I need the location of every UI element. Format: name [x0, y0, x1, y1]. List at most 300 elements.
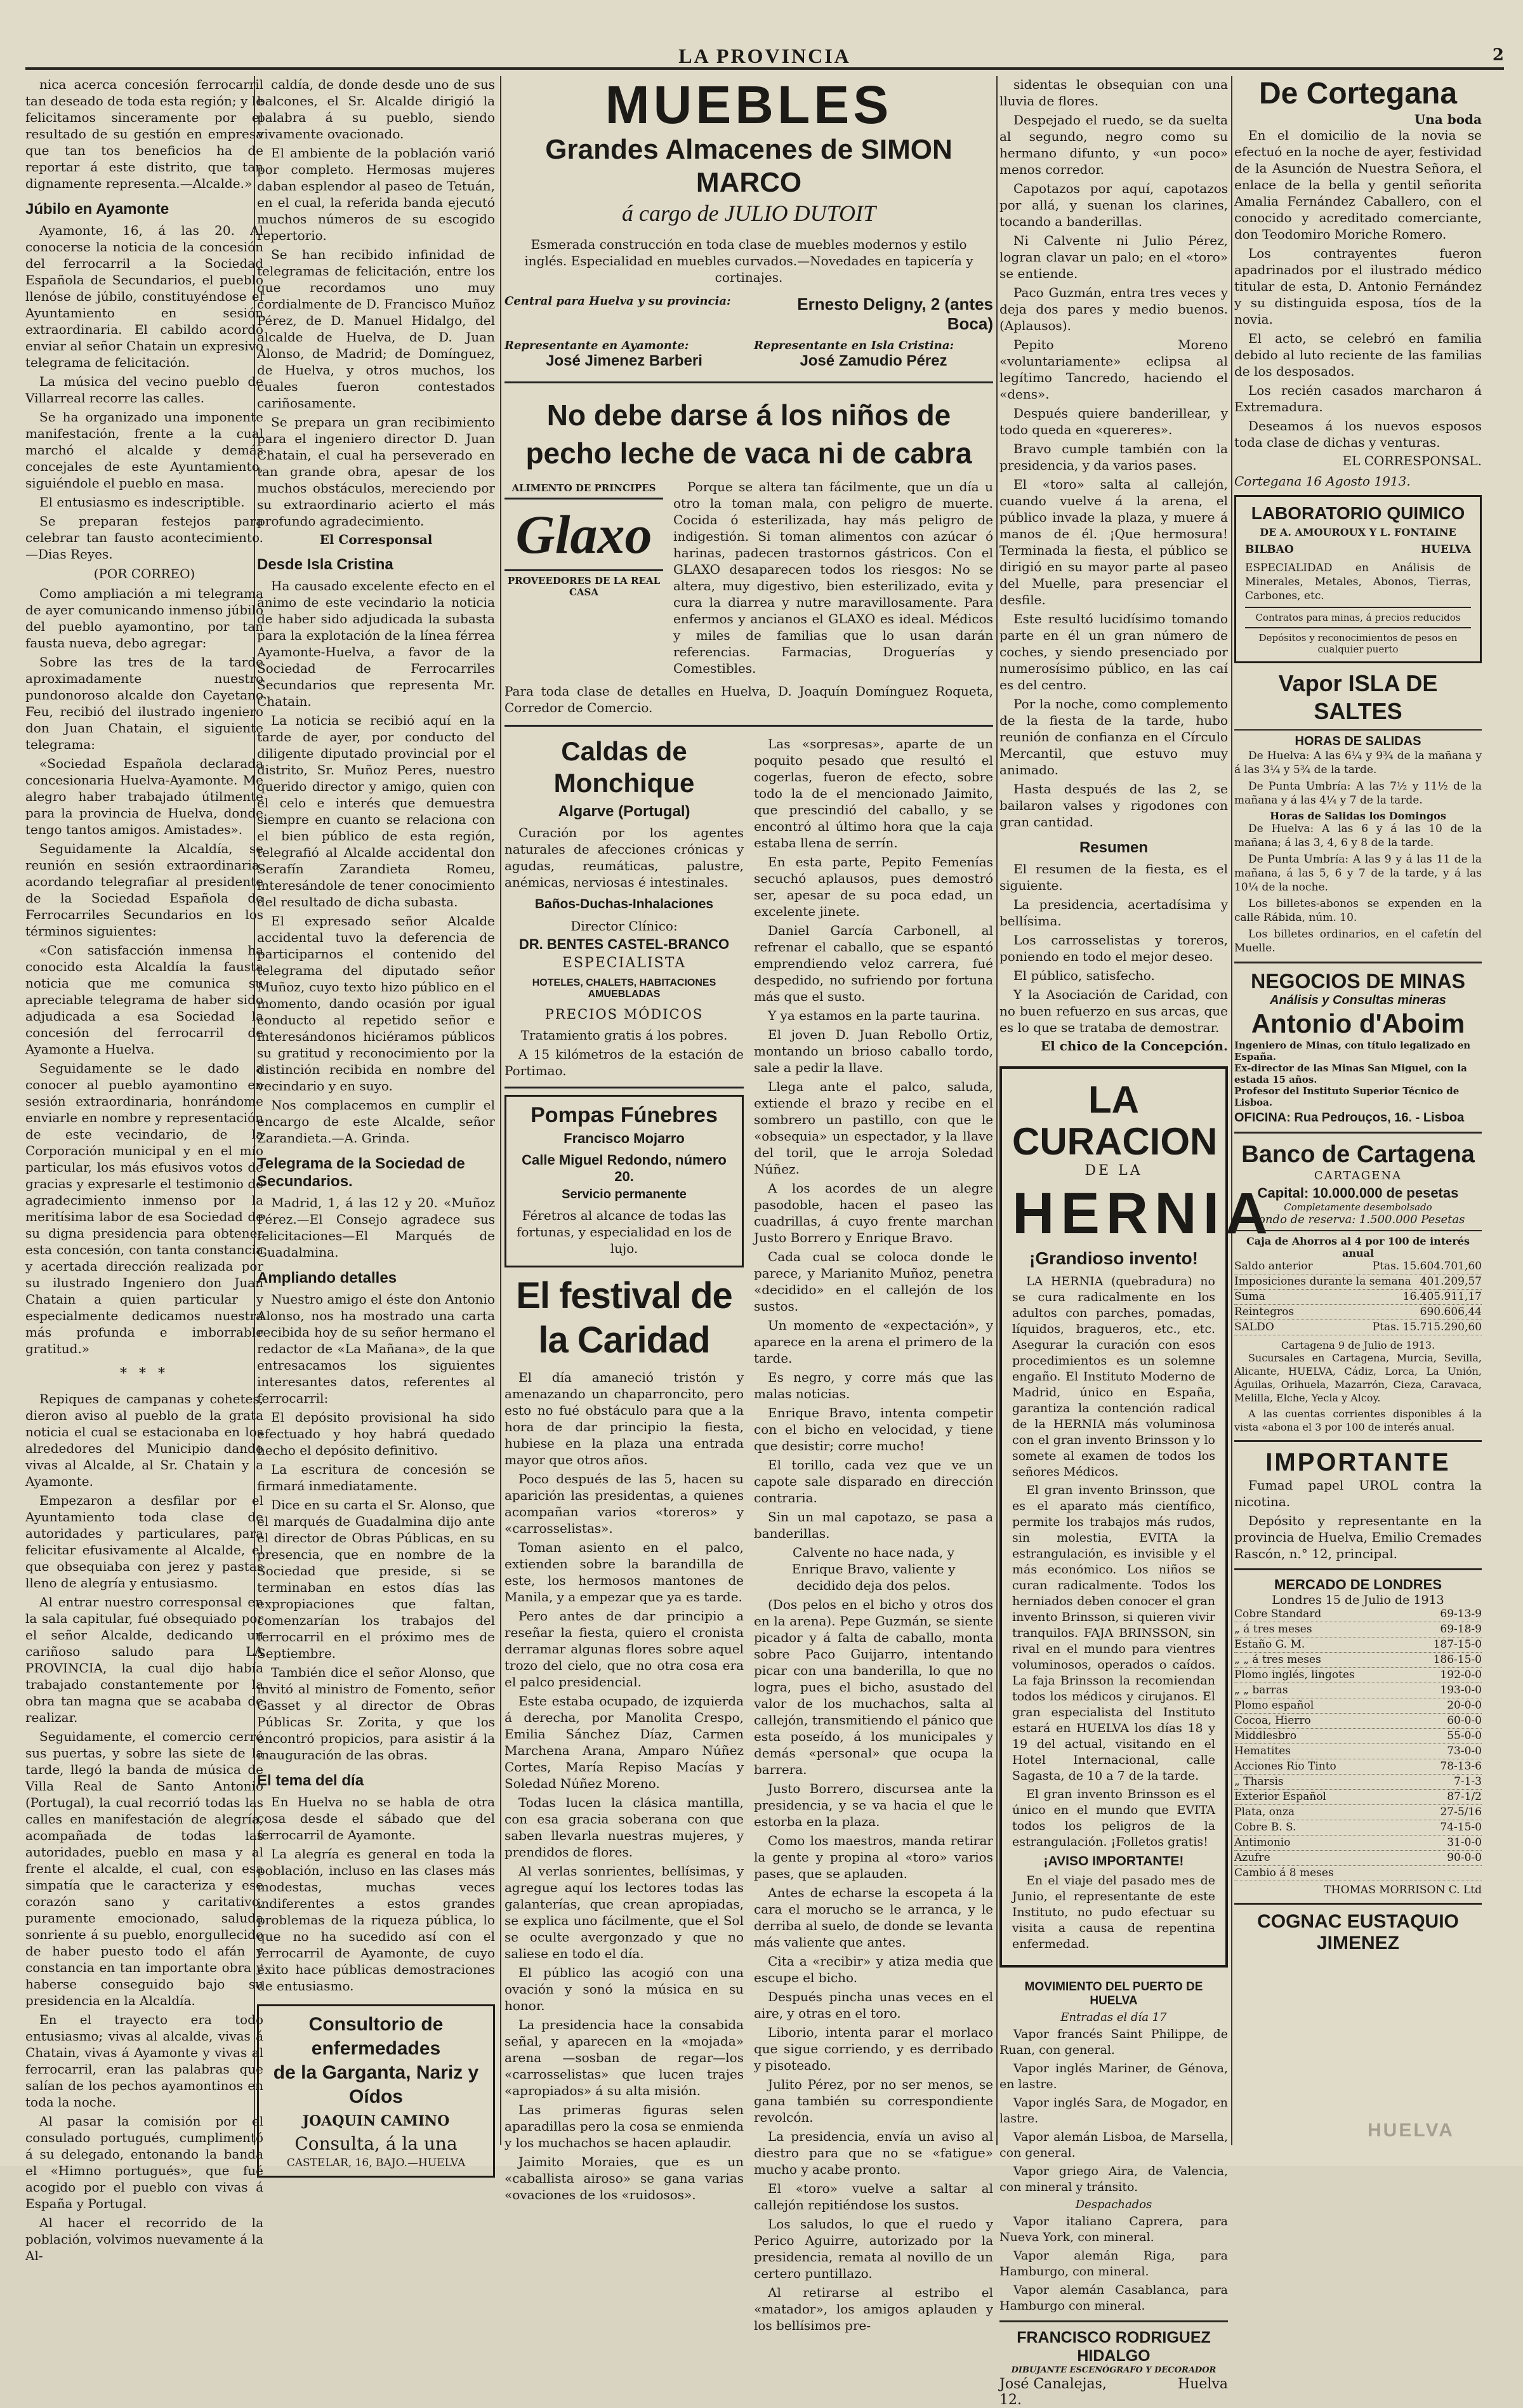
row-label: Plomo inglés, lingotes: [1234, 1669, 1355, 1681]
article-text: Al retirarse al estribo el «matador», los amigos aplauden y los bellísimos pre-: [754, 2285, 993, 2333]
column-rule: [1231, 76, 1232, 2145]
vapor-tickets: Los billetes-abonos se expenden en la calle Rábida, núm. 10.: [1234, 897, 1482, 924]
movimiento-item: Vapor alemán Casablanca, para Hamburgo con mineral.: [999, 2283, 1228, 2313]
vapor-sunday-title: Horas de Salidas los Domingos: [1270, 810, 1446, 822]
row-label: Cocoa, Hierro: [1234, 1714, 1311, 1727]
article-heading: Ampliando detalles: [257, 1269, 397, 1287]
row-value: 186-15-0: [1433, 1653, 1482, 1666]
lab-title: LABORATORIO QUIMICO: [1251, 503, 1465, 523]
article-text: Bravo cumple también con la presidencia, y da varios pases.: [999, 441, 1228, 473]
article-text: Sobre las tres de la tarde aproximadamente nuestro pundonoroso alcalde don Cayetano Feu, recibió del ilustrado ingeniero don Juan Chatain, el siguiente telegrama:: [25, 654, 263, 752]
article-text: Julito Pérez, por no ser menos, se gana también su correspondiente revolcón.: [754, 2077, 993, 2125]
table-row: [1234, 1744, 1482, 1759]
muebles-title: MUEBLES: [605, 75, 893, 135]
aboim-headline: NEGOCIOS DE MINAS: [1251, 970, 1465, 993]
article-heading: Telegrama de la Sociedad de Secundarios.: [257, 1155, 465, 1190]
article-text: Antes de echarse la escopeta á la cara el morucho se le arranca, y le derriba al suelo, de donde se levanta más valiente que antes.: [754, 1885, 993, 1950]
row-value: 401.209,57: [1420, 1275, 1482, 1288]
article-text: Un momento de «expectación», y aparece en la arena el primero de la tarde.: [754, 1318, 993, 1366]
table-row: [1234, 1320, 1482, 1335]
divider: [1234, 1132, 1482, 1134]
glaxo-ad: [504, 396, 993, 727]
central-name: Ernesto Deligny, 2 (antes Boca): [797, 294, 993, 333]
article-text: El público, satisfecho.: [1013, 968, 1155, 983]
ad-hours: Consulta, á la una: [294, 2133, 458, 2154]
article-text: Pepito Moreno «voluntariamente» eclipsa al legítimo Tancredo, haciendo el «dens».: [999, 337, 1228, 402]
movimiento-item: Vapor inglés Sara, de Mogador, en lastre.: [999, 2096, 1228, 2126]
subcolumn-right: [754, 736, 993, 2336]
article-text: El público las acogió con una ovación y sonó la música en su honor.: [504, 1965, 744, 2013]
divider: [1234, 1440, 1482, 1442]
vapor-schedule: De Punta Umbría: A las 7½ y 11½ de la mañana y á las 4¼ y 7 de la tarde.: [1234, 780, 1482, 807]
row-value: 192-0-0: [1440, 1669, 1482, 1681]
row-label: Cobre Standard: [1234, 1608, 1322, 1620]
banco-table: [1234, 1259, 1482, 1335]
ad-title: de la Garganta, Nariz y Oídos: [273, 2062, 479, 2107]
article-heading: El tema del día: [257, 1772, 364, 1789]
table-row: [1234, 1866, 1482, 1881]
article-text: Enrique Bravo, intenta competir con el bicho en velocidad, y tiene que desistir; corre mucho!: [754, 1405, 993, 1453]
separator-dots: * * *: [120, 1366, 169, 1382]
article-heading: De Cortegana: [1258, 77, 1458, 110]
archive-watermark: HUELVA: [1368, 2120, 1454, 2141]
column-rule: [500, 76, 501, 2145]
aboim-office: OFICINA: Rua Pedrouços, 16. - Lisboa: [1234, 1111, 1465, 1125]
article-text: El joven D. Juan Rebollo Ortiz, montando un brioso caballo tordo, sale a pedir la llave.: [754, 1027, 993, 1075]
vapor-schedule: De Huelva: A las 6¼ y 9¾ de la mañana y á las 3¼ y 5¾ de la tarde.: [1234, 750, 1482, 776]
table-row: [1234, 1653, 1482, 1668]
aboim-name: Antonio d'Aboim: [1251, 1009, 1465, 1038]
article-text: La alegría es general en toda la población, incluso en las clases más modestas, muchas veces indiferentes a estos grandes problemas de la riqueza pública, lo que no ha sucedido así con el ferrocarril de Ayamonte, de cuyo éxito hace públicas demostraciones de entusiasmo.: [257, 1846, 495, 1994]
article-text: sidentas le obsequian con una lluvia de flores.: [999, 77, 1228, 109]
row-label: Saldo anterior: [1234, 1260, 1313, 1273]
hernia-notice: ¡AVISO IMPORTANTE!: [1043, 1854, 1184, 1869]
caldas-text: Curación por los agentes naturales de afecciones crónicas y agudas, reumáticas, palustre, anémicas, nerviosas é intestinales.: [504, 825, 744, 890]
vapor-title: Vapor ISLA DE SALTES: [1278, 670, 1438, 724]
divider: [1234, 729, 1482, 731]
article-text: Justo Borrero, discursea ante la presidencia, y se va hacia el que le estorba en la plaza.: [754, 1781, 993, 1829]
row-label: Acciones Rio Tinto: [1234, 1760, 1336, 1773]
table-row: [1234, 1290, 1482, 1305]
article-text: Capotazos por aquí, capotazos por allá, y suenan los clarines, tocando a banderillas.: [999, 181, 1228, 229]
hidalgo-name: FRANCISCO RODRIGUEZ HIDALGO: [1017, 2329, 1211, 2365]
row-value: 69-18-9: [1440, 1623, 1482, 1636]
article-text: Y ya estamos en la parte taurina.: [768, 1008, 981, 1023]
article-text: Se preparan festejos para celebrar tan fausto acontecimiento.—Dias Reyes.: [25, 513, 263, 562]
row-value: 73-0-0: [1447, 1745, 1482, 1757]
banco-paid: Completamente desembolsado: [1284, 1201, 1432, 1213]
article-text: La presidencia, acertadísima y bellísima.: [999, 897, 1228, 929]
pompas-address: Calle Miguel Redondo, número 20.: [522, 1152, 727, 1184]
divider: [1245, 607, 1471, 608]
article-text: La presidencia hace la consabida señal, y aparecen en la «mojada» arena —sosban de regar—los «carrosselistas» que lucen trajes «apropiados» á su alta misión.: [504, 2017, 744, 2098]
article-date: Cortegana 16 Agosto 1913.: [1234, 473, 1411, 489]
caldas-services: Baños-Duchas-Inhalaciones: [534, 897, 714, 911]
pompas-service: Servicio permanente: [562, 1187, 687, 1201]
row-label: „ á tres meses: [1234, 1623, 1312, 1636]
banco-city: CARTAGENA: [1314, 1169, 1402, 1182]
article-text: Deseamos á los nuevos esposos toda clase de dichas y venturas.: [1234, 418, 1482, 450]
divider: [999, 2320, 1228, 2322]
table-row: [1234, 1759, 1482, 1775]
article-text: Seguidamente, el comercio cerró sus puertas, y sobre las siete de la tarde, llegó la banda de música de Villa Real de Santo Antonio (Portugal), la cual recorrió todas las calles en manifestación de alegría, acompañada de todas las autoridades, pueblo en masa y al frente el alcalde, el cual, con esa simpatía que le caracteriza y ese corazón sano y caritativo, puramente emocionado, saluda sonriente á su pueblo, enorgullecido de haber puesto todo el afán y constancia en tan importante obra y haberse conseguido bajo su presidencia en la Alcaldía.: [25, 1729, 263, 2008]
article-text: Al hacer el recorrido de la población, volvimos nuevamente á la Al-: [25, 2215, 263, 2263]
glaxo-footer: Para toda clase de detalles en Huelva, D. Joaquín Domínguez Roqueta, Corredor de Comercio.: [504, 684, 993, 715]
hernia-title: LA CURACION: [1012, 1078, 1218, 1163]
hidalgo-ad: [999, 2329, 1228, 2408]
article-text: La presidencia, envía un aviso al diestro para que no se «fatigue» mucho y acabe pronto.: [754, 2129, 993, 2177]
article-text: Es negro, y corre más que las malas noticias.: [754, 1370, 993, 1401]
caldas-director-label: Director Clínico:: [570, 918, 678, 934]
row-label: Antimonio: [1234, 1836, 1291, 1849]
hernia-title: DE LA: [1085, 1163, 1143, 1179]
table-row: [1234, 1683, 1482, 1698]
column-3: [504, 75, 993, 2333]
article-text: Madrid, 1, á las 12 y 20. «Muñoz Pérez.—El Consejo agradece sus felicitaciones—El Marqués de Guadalmina.: [257, 1195, 495, 1260]
muebles-ad: [504, 76, 993, 383]
article-text: El depósito provisional ha sido efectuado y hoy habrá quedado hecho el depósito definitivo.: [257, 1410, 495, 1458]
row-label: „ Tharsis: [1234, 1775, 1284, 1788]
page-number: 2: [1492, 46, 1504, 65]
divider: [1234, 1903, 1482, 1905]
row-value: 69-13-9: [1440, 1608, 1482, 1620]
table-row: [1234, 1775, 1482, 1790]
row-value: 16.405.911,17: [1402, 1290, 1482, 1303]
hidalgo-profession: DIBUJANTE ESCENÓGRAFO Y DECORADOR: [1011, 2365, 1216, 2375]
article-text: Ayamonte, 16, á las 20. Al conocerse la noticia de la concesión del ferrocarril a la Sociedad Española de Secundarios, el pueblo llenóse de júbilo, constituyéndose el Ayuntamiento en sesión extraordinaria. El cabildo acordó enviar al señor Chatain un expresivo telegrama de felicitación.: [25, 223, 263, 370]
article-text: Paco Guzmán, entra tres veces y deja dos pares y medio buenos. (Aplausos).: [999, 285, 1228, 333]
article-text: El «toro» salta al callejón, cuando vuelve á la arena, el público invade la plaza, y muere á manos de él. ¡Que hermosura! Terminada la fiesta, el público se dirigió en su mayor parte al paseo del Muelle, para presenciar el desfile.: [999, 477, 1228, 607]
article-text: Nuestro amigo el éste don Antonio Alonso, nos ha mostrado una carta recibida hoy de su señor hermano el redactor de «La Mañana», de la que entresacamos los siguientes interesantes datos, referentes al ferrocarril:: [257, 1292, 495, 1406]
article-text: El «toro» vuelve a saltar al callejón repitiéndose los sustos.: [754, 2181, 993, 2213]
table-row: [1234, 1607, 1482, 1622]
row-label: Azufre: [1234, 1851, 1270, 1864]
divider: [1245, 627, 1471, 628]
table-row: [1234, 1622, 1482, 1637]
caldas-specialist: ESPECIALISTA: [562, 955, 687, 971]
article-text: El resumen de la fiesta, es el siguiente.: [999, 861, 1228, 893]
article-text: Las primeras figuras selen aparadillas pero la cosa se enmienda y los muchachos se hacen aplaudir.: [504, 2102, 744, 2150]
article-text: Pero antes de dar principio a reseñar la fiesta, quiero el cronista derramar algunas flores sobre aquel trozo del cielo, que no otra cosa era el palco presidencial.: [504, 1608, 744, 1690]
article-text: Seguidamente se le dado a conocer al pueblo ayamontino en sesión extraordinaria, honrándome enviarle en nombre y representación de este vecindario, de la Corporación municipal y en el mío particular, los más efusivos votos de gracias y expresarle el testimonio de agradecimiento inmenso por la meritísima labor de esa Sociedad de su digna presidencia para obtener esta concesión, con tanta constancia y acertada dirección realizada por su ilustrado Ingeniero don Juan Chatain a quien particular y especialmente dedicamos nuestra más profunda e imborrable gratitud.»: [25, 1061, 263, 1356]
banco-date: Cartagena 9 de Julio de 1913.: [1281, 1339, 1435, 1351]
pompas-text: Féretros al alcance de todas las fortunas, y especialidad en los de lujo.: [516, 1208, 732, 1256]
hernia-text: El gran invento Brinsson, que es el aparato más científico, permite los trabajos más rudos, sin molestia, EVITA la estrangulación, es invisible y el más económico. Los niños se curan radicalmente. Todos los herniados deben conocer el gran invento Brinsson, si quieren vivir tranquilos. FAJA BRINSSON, sin rival en el mundo para vientres voluminosos, operados o caídos. La faja Brinsson la recomiendan todos los médicos y cirujanos. El gran especialista del Instituto estará en HUELVA los días 18 y 19 del actual, visitando en el Hotel Internacional, calle Sagasta, de 10 a 7 de la tarde.: [1012, 1483, 1215, 1783]
subheading: (POR CORREO): [93, 566, 195, 581]
banco-title: Banco de Cartagena: [1241, 1141, 1475, 1168]
row-label: Cobre B. S.: [1234, 1821, 1296, 1834]
caldas-location: Algarve (Portugal): [558, 803, 690, 820]
row-value: 690.606,44: [1420, 1306, 1482, 1318]
article-text: Cita a «recibir» y atiza media que escupe el bicho.: [754, 1954, 993, 1985]
article-text: Liborio, intenta parar el morlaco que sigue corriendo, y es derribado y pisoteado.: [754, 2025, 993, 2073]
article-text: La noticia se recibió aquí en la tarde de ayer, por conducto del diligente diputado provincial por el distrito, Sr. Muñoz Peres, nuestro querido director y amigo, quien con el celo e interés que demuestra siempre en cuanto se relaciona con el bien público de esta región, telegrafió al Alcalde accidental don Serafín Zarandieta Romeu, interesándole de tener conocimiento del resultado de dicha subasta.: [257, 713, 495, 910]
ad-address: CASTELAR, 16, BAJO.—HUELVA: [286, 2157, 466, 2169]
table-row: [1234, 1668, 1482, 1683]
row-value: 193-0-0: [1440, 1684, 1482, 1697]
table-row: [1234, 1790, 1482, 1805]
cortegana-article: [1234, 76, 1482, 489]
article-text: Llega ante el palco, saluda, extiende el brazo y recibe en el sombrero un pastillo, con que le «obsequia» un espectador, y la llave del toril, que le arroja Soledad Núñez.: [754, 1079, 993, 1177]
article-text: Los saludos, lo que el ruedo y Perico Aguirre, autorizado por la presidencia, remata al novillo de un certero puntillazo.: [754, 2216, 993, 2281]
muebles-subtitle: Grandes Almacenes de SIMON MARCO: [545, 134, 953, 198]
caldas-title: Caldas de Monchique: [553, 736, 695, 798]
article-text: Se han recibido infinidad de telegramas de felicitación, entre los que recordamos uno muy cordialmente de D. Francisco Muñoz Pérez, de D. Manuel Hidalgo, del alcalde de Huelva, de D. Juan Alonso, de Madrid; de Domínguez, de Huelva, y otros muchos, los cuales fueron contestados cariñosamente.: [257, 247, 495, 411]
article-text: Toman asiento en el palco, extienden sobre la barandilla de este, los hermosos mantones de Manila, y a empezar que ya es tarde.: [504, 1540, 744, 1604]
row-label: Suma: [1234, 1290, 1265, 1303]
article-text: Ha causado excelente efecto en el ánimo de este vecindario la noticia de haber sido adjudicada la subasta para la explotación de la línea férrea Ayamonte-Huelva, a favor de la Sociedad de Ferrocarriles Secundarios que representa Mr. Chatain.: [257, 578, 495, 709]
movimiento-item: Vapor alemán Riga, para Hamburgo, con mineral.: [999, 2249, 1228, 2279]
central-label: Central para Huelva y su provincia:: [504, 294, 731, 308]
movimiento-item: Vapor italiano Caprera, para Nueva York, con mineral.: [999, 2214, 1228, 2244]
caldas-distance: A 15 kilómetros de la estación de Portimao.: [504, 1047, 744, 1078]
article-text: La escritura de concesión se firmará inmediatamente.: [257, 1462, 495, 1493]
glaxo-headline: No debe darse á los niños de pecho leche de vaca ni de cabra: [525, 399, 972, 470]
rep-label: Representante en Isla Cristina:: [754, 339, 954, 352]
article-text: Nos complacemos en cumplir el encargo de este Alcalde, señor Zarandieta.—A. Grinda.: [257, 1097, 495, 1146]
londres-title: MERCADO DE LONDRES: [1274, 1577, 1442, 1592]
vapor-schedule: De Punta Umbría: A las 9 y á las 11 de la mañana, á las 5, 6 y 7 de la tarde, y á las 10¼ de la noche.: [1234, 853, 1482, 894]
hernia-title: HERNIA: [1012, 1181, 1274, 1246]
hernia-subtitle: ¡Grandioso invento!: [1029, 1248, 1198, 1268]
row-label: „ „ barras: [1234, 1684, 1288, 1697]
glaxo-logo: Glaxo: [504, 498, 663, 571]
article-text: También dice el señor Alonso, que invitó al ministro de Fomento, señor Gasset y al director de Obras Públicas Sr. Zorita, y que los encontró propicios, para asistir á la inauguración de las obras.: [257, 1665, 495, 1763]
article-text: Ni Calvente ni Julio Pérez, logran clavar un palo; en el «toro» se entiende.: [999, 233, 1228, 281]
movimiento-item: Vapor inglés Mariner, de Génova, en lastre.: [999, 2061, 1228, 2091]
importante-text: Depósito y representante en la provincia de Huelva, Emilio Cremades Rascón, n.° 12, principal.: [1234, 1513, 1482, 1561]
aboim-credential: Ingeniero de Minas, con título legalizado en España.: [1234, 1040, 1471, 1062]
caldas-ad: [504, 736, 744, 1088]
movimiento-item: Vapor alemán Lisboa, de Marsella, con general.: [999, 2130, 1228, 2160]
masthead-title: LA PROVINCIA: [678, 44, 851, 67]
article-text: El entusiasmo es indescriptible.: [39, 494, 245, 510]
article-text: A los acordes de un alegre pasodoble, hacen el paseo las cuadrillas, á cuyo frente marchan Justo Borrero y Enrique Bravo.: [754, 1181, 993, 1245]
row-value: 78-13-6: [1440, 1760, 1482, 1773]
article-verse: Calvente no hace nada, y Enrique Bravo, valiente y decidido deja dos pelos.: [791, 1545, 956, 1593]
vapor-tickets: Los billetes ordinarios, en el cafetín del Muelle.: [1234, 928, 1482, 955]
vapor-schedule: De Huelva: A las 6 y á las 10 de la mañana; á las 3, 4, 6 y 8 de la tarde.: [1234, 823, 1482, 849]
article-text: Dice en su carta el Sr. Alonso, que el marqués de Guadalmina dijo ante el director de Obras Públicas, en su presencia, que en nombre de la Sociedad que preside, si se terminaban en estos días las expropiaciones que faltan, comenzarían los trabajos del ferrocarril en el próximo mes de Septiembre.: [257, 1497, 495, 1661]
movimiento-puerto: [999, 1980, 1228, 2314]
article-text: Este resultó lucidísimo tomando parte en él un gran número de coches, y siendo presenciado por numerosísimo público, en las caí es del centro.: [999, 611, 1228, 692]
movimiento-item: Vapor griego Aira, de Valencia, con mineral y tránsito.: [999, 2164, 1228, 2194]
table-row: [1234, 1274, 1482, 1290]
row-value: 90-0-0: [1447, 1851, 1482, 1864]
caldas-prices: PRECIOS MÓDICOS: [544, 1007, 704, 1022]
hidalgo-city: Huelva: [1178, 2376, 1228, 2392]
row-label: Hematites: [1234, 1745, 1291, 1757]
table-row: [1234, 1836, 1482, 1851]
row-label: SALDO: [1234, 1321, 1274, 1333]
rep-name: José Jimenez Barberi: [546, 352, 702, 369]
pompas-name: Francisco Mojarro: [564, 1130, 685, 1146]
row-label: Cambio á 8 meses: [1234, 1867, 1334, 1879]
rep-name: José Zamudio Pérez: [800, 352, 947, 369]
article-text: Empezaron a desfilar por el Ayuntamiento toda clase de autoridades y particulares, para felicitar efusivamente al Alcalde, el que obsequiaba con jerez y pastas lleno de alegría y entusiasmo.: [25, 1493, 263, 1591]
pompas-title: Pompas Fúnebres: [531, 1103, 718, 1127]
article-subheading: Una boda: [1414, 112, 1482, 127]
row-label: Plomo español: [1234, 1699, 1314, 1712]
row-label: Reintegros: [1234, 1306, 1295, 1318]
article-text: Al pasar la comisión por el consulado portugués, cumplimentó á su delegado, entonando la banda el «Himno portugués», que fué acogido por el pueblo con vivas á España y Portugal.: [25, 2114, 263, 2211]
row-label: Plata, onza: [1234, 1806, 1295, 1818]
row-label: Exterior Español: [1234, 1790, 1326, 1803]
table-row: [1234, 1637, 1482, 1653]
article-text: Se prepara un gran recibimiento para el ingeniero director D. Juan Chatain, el cual ha perseverado en tan grande obra, apesar de los muchos obstáculos, mereciendo por su extraordinario acierto el más profundo agradecimiento.: [257, 414, 495, 529]
article-text: En esta parte, Pepito Femenías secuchó aplausos, pues demostró ser, apesar de su poca edad, un excelente jinete.: [754, 854, 993, 919]
pompas-ad: [504, 1095, 744, 1267]
table-row: [1234, 1698, 1482, 1714]
vapor-ad: [1234, 670, 1482, 955]
glaxo-text: Porque se altera tan fácilmente, que un día u otro la toman mala, con peligro de muerte. Cocida ó esterilizada, hay más peligro de indigestión. Si toman alimentos con azúcar ó harinas, padecen trastornos gástricos. Con el GLAXO desaparecen todos los riesgos: No se altera, muy digestivo, bien esterilizado, evita y cura la diarrea y nutre maravillosamente. Para enfermos y ancianos el GLAXO es ideal. Médicos y miles de familias que lo usan darán referencias. Farmacias, Droguerías y Comestibles.: [673, 479, 993, 676]
table-row: [1234, 1729, 1482, 1744]
column-2: [257, 76, 495, 2169]
importante-ad: [1234, 1448, 1482, 1562]
row-value: 27-5/16: [1440, 1806, 1482, 1818]
movimiento-entradas: Entradas el día 17: [1060, 2011, 1167, 2024]
article-text: Seguidamente la Alcaldía, se reunión en sesión extraordinaria, acordando telegrafiar al presidente de la Sociedad Española de Ferrocarriles Secundarios en los términos siguientes:: [25, 841, 263, 939]
muebles-central: [504, 294, 993, 334]
hernia-text: LA HERNIA (quebradura) no se cura radicalmente en los adultos con parches, pomadas, líquidos, bragueros, etc., etc. Asegurar la curación con esos procedimientos es un solemne engaño. El Instituto Moderno de Madrid, único en España, garantiza la contención radical de la HERNIA más voluminosa con el gran invento Brinsson y lo somete al examen de todos los señores Médicos.: [1012, 1274, 1215, 1479]
article-text: Despejado el ruedo, se da suelta al segundo, negro como su hermano difunto, y «un poco» menos corredor.: [999, 112, 1228, 177]
article-text: En el domicilio de la novia se efectuó en la noche de ayer, festividad de la Asunción de Nuestra Señora, el enlace de la bella y gentil señorita Amalia Fernández Caballero, con el conocido y acreditado comerciante, don Teodomiro Moriche Romero.: [1234, 128, 1482, 242]
article-text: «Con satisfacción inmensa ha conocido esta Alcaldía la fausta noticia que me comunica su apreciable telegrama de haber sido adjudicada a esa Sociedad la concesión del ferrocarril de Ayamonte a Huelva.: [25, 943, 263, 1057]
row-value: 55-0-0: [1447, 1730, 1482, 1742]
row-value: Ptas. 15.715.290,60: [1372, 1321, 1482, 1333]
article-text: El día amaneció tristón y amenazando un chaparroncito, pero esto no fué obstáculo para que a la hora de dar principio la fiesta, hubiese en la plaza una entrada mayor que otros años.: [504, 1370, 744, 1467]
table-row: [1234, 1305, 1482, 1320]
caldas-hotels: HOTELES, CHALETS, HABITACIONES AMUEBLADAS: [532, 977, 716, 1000]
movimiento-despachados: Despachados: [1075, 2198, 1152, 2211]
article-text: El expresado señor Alcalde accidental tuvo la deferencia de participarnos el contenido del telegrama del diputado señor Muñoz, cuyo texto hizo público en el momento, dando ocasión por igual conducto al repetido señor e interesándonos hiciéramos públicos su gratitud y reconocimiento por la distinción recibida en nombre del vecindario y en suyo.: [257, 913, 495, 1094]
article-text: Los carrosselistas y toreros, poniendo en todo el mejor deseo.: [999, 932, 1228, 964]
article-text: «Sociedad Española declarada concesionaria Huelva-Ayamonte. Me alegro haber trabajado útilmente para la provincia de Huelva, donde tengo tantos amigos. Amistades».: [25, 756, 263, 837]
banco-reserve: Fondo de reserva: 1.500.000 Pesetas: [1251, 1213, 1465, 1226]
banco-savings: Caja de Ahorros al 4 por 100 de interés anual: [1246, 1235, 1470, 1259]
article-signature: EL CORRESPONSAL.: [1342, 453, 1482, 468]
aboim-credential: Ex-director de las Minas San Miguel, con la estada 15 años.: [1234, 1062, 1467, 1085]
article-signature: El chico de la Concepción.: [1040, 1038, 1228, 1054]
article-text: Como los maestros, manda retirar la gente y propina al «toro» varios pases, que se aplauden.: [754, 1833, 993, 1881]
muebles-text: Esmerada construcción en toda clase de muebles modernos y estilo inglés. Especialidad en muebles curvados.—Novedades en tapicería y cortinajes.: [524, 237, 973, 285]
article-text: El ambiente de la población varió por completo. Hermosas mujeres daban esplendor al paseo de Tetuán, en el cual, la referida banda ejecutó muchos números de su escogido repertorio.: [257, 145, 495, 243]
row-value: Ptas. 15.604.701,60: [1372, 1260, 1482, 1273]
muebles-reps: [504, 339, 993, 370]
row-value: 7-1-3: [1454, 1775, 1482, 1788]
vapor-hours-title: HORAS DE SALIDAS: [1295, 734, 1421, 748]
table-row: [1234, 1851, 1482, 1866]
article-text: Daniel García Carbonell, al refrenar el caballo, que se espantó emprendiendo veloz carrera, fué despedido, no sufriendo por fortuna más que el susto.: [754, 923, 993, 1004]
glaxo-caption: PROVEEDORES DE LA REAL CASA: [507, 575, 661, 598]
article-text: El acto, se celebró en familia debido al luto reciente de las familias de los desposados.: [1234, 331, 1482, 379]
article-text: Se ha organizado una imponente manifestación, frente a la cual marchó el alcalde y demás concejales de este Ayuntamiento, siguiéndole el pueblo en masa.: [25, 409, 263, 491]
caldas-director: DR. BENTES CASTEL-BRANCO: [518, 936, 730, 952]
row-value: 31-0-0: [1447, 1836, 1482, 1849]
divider: [1234, 1230, 1482, 1231]
subcolumn-left: [504, 736, 744, 2336]
lab-specialty: ESPECIALIDAD en Análisis de Minerales, Metales, Abonos, Tierras, Carbones, etc.: [1245, 562, 1471, 602]
row-value: 60-0-0: [1447, 1714, 1482, 1727]
article-heading: Júbilo en Ayamonte: [25, 201, 169, 218]
aboim-credential: Profesor del Instituto Superior Técnico de Lisboa.: [1234, 1085, 1460, 1108]
table-row: [1234, 1820, 1482, 1836]
divider: [1234, 962, 1482, 963]
article-heading: Desde Isla Cristina: [257, 556, 393, 573]
row-label: Imposiciones durante la semana: [1234, 1275, 1411, 1288]
importante-title: IMPORTANTE: [1265, 1448, 1451, 1476]
lab-city: BILBAO: [1245, 543, 1294, 556]
hernia-text: El gran invento Brinsson es el único en el mundo que EVITA todos los peligros de la estrangulación. ¡Folletos gratis!: [1012, 1787, 1215, 1849]
festival-title: El festival de la Caridad: [516, 1275, 732, 1361]
londres-source: THOMAS MORRISON C. Ltd: [1324, 1884, 1482, 1896]
divider: [1234, 1568, 1482, 1570]
article-text: Y la Asociación de Caridad, con no buen refuerzo en sus arcas, que es lo que se trataba de demostrar.: [999, 987, 1228, 1035]
article-text: En el trayecto era todo entusiasmo; vivas al alcalde, vivas á Chatain, vivas á Ayamonte y vivas al ferrocarril, eran las palabras que salían de los pechos ayamontinos en toda la noche.: [25, 2012, 263, 2110]
article-text: El torillo, cada vez que ve un capote sale disparado en dirección contraria.: [754, 1457, 993, 1505]
ad-title: Consultorio de enfermedades: [308, 2014, 444, 2059]
article-text: En Huelva no se habla de otra cosa desde el sábado que del ferrocarril de Ayamonte.: [257, 1794, 495, 1842]
column-5: [1234, 76, 1482, 2145]
londres-table: [1234, 1607, 1482, 1881]
glaxo-caption: ALIMENTO DE PRINCIPES: [511, 482, 656, 494]
lab-contracts: Contratos para minas, á precios reducidos: [1255, 612, 1461, 623]
aboim-services: Análisis y Consultas mineras: [1270, 993, 1446, 1007]
article-text: Este estaba ocupado, de izquierda á derecha, por Manolita Crespo, Emilia Sánchez Díaz, Carmen Marchena Arana, Amparo Núñez Cortes, María Repiso Macías y Soledad Núñez Moreno.: [504, 1693, 744, 1791]
table-row: [1234, 1805, 1482, 1820]
masthead: [25, 44, 1504, 70]
column-rule: [996, 76, 998, 2145]
article-text: Poco después de las 5, hacen su aparición las presidentas, a quienes acompañan varios «toreros» y «carrosselistas».: [504, 1471, 744, 1536]
row-value: 74-15-0: [1440, 1821, 1482, 1834]
banco-ad: [1234, 1140, 1482, 1434]
movimiento-title: MOVIMIENTO DEL PUERTO DE HUELVA: [1024, 1980, 1203, 2008]
hidalgo-address: José Canalejas, 12.: [999, 2376, 1107, 2408]
article-heading: Resumen: [1079, 839, 1149, 856]
consultorio-ad: [257, 2004, 495, 2178]
banco-accounts: A las cuentas corrientes disponibles á la vista «abona el 3 por 100 de interés anual.: [1234, 1408, 1482, 1433]
article-text: Después pincha unas veces en el aire, y otras en el toro.: [754, 1989, 993, 2021]
article-text: Cada cual se coloca donde le parece, y Marianito Muñoz, penetra «decidido» en el callejón de los sustos.: [754, 1249, 993, 1314]
article-text: Los contrayentes fueron apadrinados por el ilustrado médico titular de esta, D. Antonio Fernández y su distinguida esposa, tíos de la novia.: [1234, 246, 1482, 327]
row-value: 20-0-0: [1447, 1699, 1482, 1712]
article-text: Hasta después de las 2, se bailaron valses y rigodones con gran cantidad.: [999, 781, 1228, 830]
banco-capital: Capital: 10.000.000 de pesetas: [1257, 1185, 1459, 1201]
article-text: Repiques de campanas y cohetes, dieron aviso al pueblo de la grata noticia el cual se estacionaba en los alrededores del Municipio dando vivas al Alcalde, al Sr. Chatain y a Ayamonte.: [25, 1391, 263, 1489]
column-1: [25, 76, 263, 2263]
article-text: (Dos pelos en el bicho y otros dos en la arena). Pepe Guzmán, se siente picador y á falta de caballo, monta sobre Paco Guijarro, intentando picar con una banderilla, lo que no logra, pues el bicho, asustado del valor de los muchachos, salta al callejón, transmitiendo el pánico que esta poseído, á los municipales y demás «personal» que ocupa la barrera.: [754, 1597, 993, 1777]
row-label: Estaño G. M.: [1234, 1638, 1305, 1651]
article-text: Después quiere banderillear, y todo queda en «quereres».: [999, 406, 1228, 437]
banco-branches: Sucursales en Cartagena, Murcia, Sevilla, Alicante, HUELVA, Cádiz, Lorca, La Unión, Águilas, Orihuela, Mazarrón, Cieza, Caravaca, Melilla, Elche, Yecla y Alcoy.: [1234, 1352, 1482, 1404]
table-row: [1234, 1259, 1482, 1274]
article-text: caldía, de donde desde uno de sus balcones, el Sr. Alcalde dirigió la palabra á su pueblo, siendo vivamente ovacionado.: [257, 77, 495, 142]
row-label: Middlesbro: [1234, 1730, 1297, 1742]
article-text: nica acerca concesión ferrocarril tan deseado de toda esta región; y le felicitamos sinceramente por el resultado de su gestión en empresa que tan tos beneficios ha de reportar á este distrito, que tan dignamente representa.—Alcalde.»: [25, 77, 263, 191]
article-text: Los recién casados marcharon á Extremadura.: [1234, 383, 1482, 414]
muebles-manager: á cargo de JULIO DUTOIT: [622, 201, 876, 226]
article-text: Como ampliación a mi telegrama de ayer comunicando inmenso júbilo del pueblo ayamontino, por tan fausta nueva, debo agregar:: [25, 586, 263, 651]
caldas-free: Tratamiento gratis á los pobres.: [520, 1028, 728, 1043]
table-row: [1234, 1714, 1482, 1729]
londres-date: Londres 15 de Julio de 1913: [1272, 1593, 1444, 1607]
article-text: Por la noche, como complemento de la fiesta de la tarde, hubo reunión de confianza en el Círculo Mercantil, que estuvo muy animado.: [999, 696, 1228, 777]
lab-directors: DE A. AMOUROUX Y L. FONTAINE: [1260, 526, 1456, 538]
article-signature: El Corresponsal: [319, 532, 433, 547]
laboratorio-ad: [1234, 495, 1482, 663]
article-text: Todas lucen la clásica mantilla, con esa gracia soberana con que saben llevarla nuestras mujeres, y prendidos de flores.: [504, 1795, 744, 1860]
rep-label: Representante en Ayamonte:: [504, 339, 689, 352]
